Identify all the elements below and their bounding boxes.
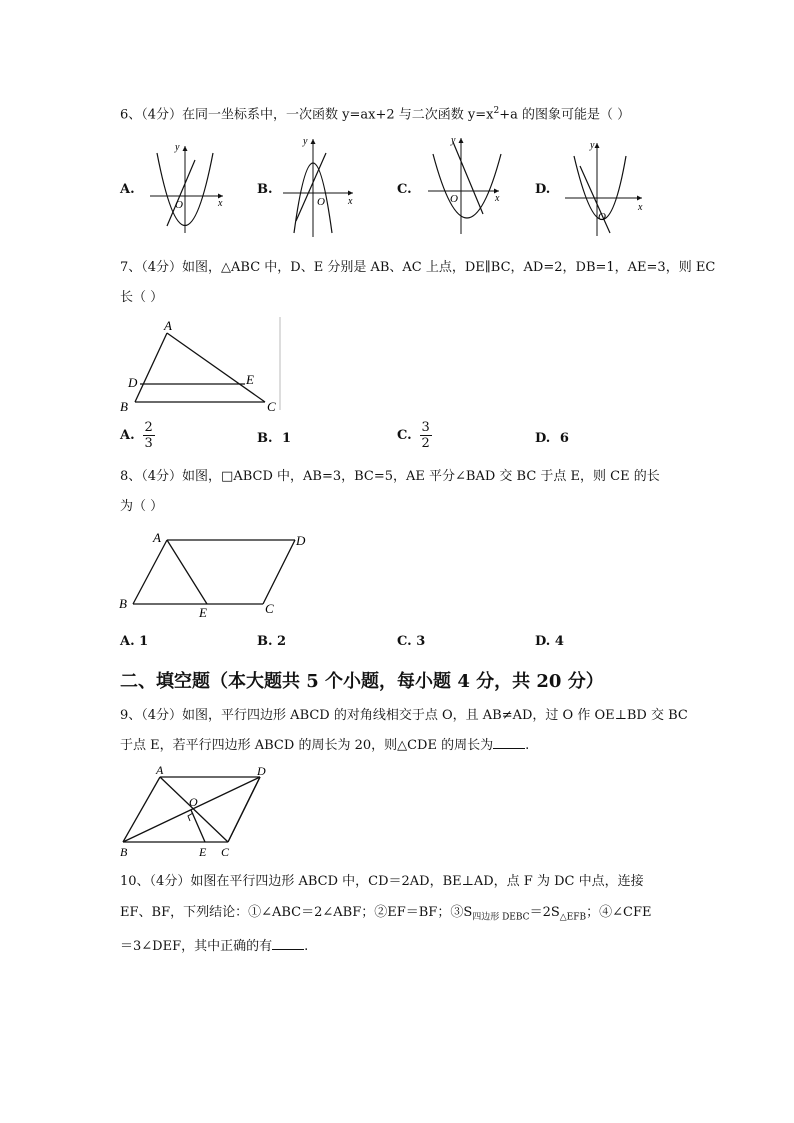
q6b-origin: O: [317, 196, 325, 208]
q6c-axis-x: x: [495, 193, 500, 204]
q8-option-d-letter: D.: [535, 634, 551, 649]
q8-option-b-letter: B.: [257, 634, 273, 649]
q8-option-d-value: 4: [554, 634, 564, 649]
q6-stem-a: 6、（4分）在同一坐标系中，一次函数 y=ax+2 与二次函数 y=x: [120, 107, 494, 123]
q7-option-a[interactable]: [120, 420, 155, 451]
q8-option-b-value: 2: [277, 634, 287, 649]
q6c-axis-y: y: [451, 135, 456, 146]
q7-option-a-den: 3: [144, 436, 153, 451]
q6-graph-c: [425, 132, 505, 237]
q9-stem-line2-text: 于点 E，若平行四边形 ABCD 的周长为 20，则△CDE 的周长为: [120, 738, 494, 753]
q6c-origin: O: [450, 193, 458, 205]
q6a-axis-x: x: [218, 198, 223, 209]
q6b-axis-y: y: [303, 136, 308, 147]
q8-stem-line2: 为（ ）: [120, 499, 164, 514]
q8-label-c: C: [265, 601, 274, 616]
q7-option-a-fraction: [143, 420, 155, 451]
q7-option-a-num: 2: [144, 420, 153, 435]
section-2-title: 二、填空题（本大题共 5 个小题，每小题 4 分，共 20 分）: [120, 671, 604, 692]
q7-option-b-value: 1: [282, 431, 292, 446]
q10-stem-mid: ＝2S: [529, 905, 560, 920]
q8-label-e: E: [199, 605, 207, 620]
q7-option-c-letter: C.: [397, 428, 412, 443]
q6d-axis-y: y: [590, 140, 595, 151]
q7-figure: [115, 315, 285, 415]
q9-answer-blank[interactable]: [493, 736, 525, 749]
q7-stem-line2: 长（ ）: [120, 290, 164, 305]
q7-option-b[interactable]: [257, 431, 291, 446]
q6-stem-sup: 2: [493, 106, 500, 116]
q6-stem-b: +a 的图象可能是（ ）: [499, 107, 631, 123]
q7-option-d-letter: D.: [535, 431, 551, 446]
q7-option-c-num: 3: [421, 420, 430, 435]
q8-label-a: A: [153, 530, 161, 545]
q6d-axis-x: x: [638, 202, 643, 213]
q10-stem-line3-text: ＝3∠DEF，其中正确的有: [120, 939, 273, 954]
q7-option-a-letter: A.: [120, 428, 135, 443]
q8-label-d: D: [296, 533, 306, 548]
q9-label-c: C: [221, 845, 230, 859]
q10-stem-line2-end: ；④∠CFE: [586, 905, 652, 920]
q7-label-b: B: [120, 399, 128, 414]
q10-stem-line1: 10、（4分）如图在平行四边形 ABCD 中，CD＝2AD，BE⊥AD，点 F 为 DC 中点，连接: [120, 874, 644, 889]
q7-label-d: D: [128, 375, 138, 390]
q9-label-a: A: [156, 763, 164, 777]
q8-option-a-letter: A.: [120, 634, 135, 649]
q6a-origin: O: [175, 199, 183, 211]
q10-sub-quadrilateral: 四边形 DEBC: [472, 912, 530, 923]
q10-stem-line2: [120, 903, 651, 928]
q9-label-b: B: [120, 845, 128, 859]
q7-option-d-value: 6: [559, 431, 569, 446]
q10-stem-line3-end: .: [304, 939, 309, 954]
q8-option-b[interactable]: [257, 634, 286, 649]
q9-stem-line1: 9、（4分）如图，平行四边形 ABCD 的对角线相交于点 O，且 AB≠AD，过 O 作 OE⊥BD 交 BC: [120, 708, 688, 723]
q6-option-b-letter[interactable]: B.: [257, 182, 273, 197]
q8-label-b: B: [119, 596, 127, 611]
q9-stem-line2-end: .: [525, 738, 530, 753]
q8-stem-line1: 8、（4分）如图，□ABCD 中，AB=3，BC=5，AE 平分∠BAD 交 BC 于点 E，则 CE 的长: [120, 469, 660, 484]
q10-stem-line3: [120, 937, 308, 957]
q7-label-c: C: [267, 399, 276, 414]
q7-label-a: A: [164, 318, 172, 333]
q6a-axis-y: y: [175, 142, 180, 153]
q6-graph-b: [280, 133, 360, 241]
q6-graph-d: [562, 138, 650, 238]
q7-stem-line1: 7、（4分）如图，△ABC 中，D、E 分别是 AB、AC 上点，DE∥BC，AD=2，DB=1，AE=3，则 EC: [120, 260, 716, 275]
q6-stem: [120, 101, 630, 125]
q9-label-e: E: [199, 845, 207, 859]
q6d-origin: O: [598, 211, 606, 223]
q9-figure: [115, 763, 285, 863]
q8-option-d[interactable]: [535, 634, 564, 649]
q6-option-a-letter[interactable]: A.: [120, 182, 135, 197]
q8-option-c-letter: C.: [397, 634, 412, 649]
q7-option-d[interactable]: [535, 431, 569, 446]
q8-option-a-value: 1: [139, 634, 149, 649]
q7-option-c-den: 2: [421, 436, 430, 451]
q8-option-c-value: 3: [416, 634, 426, 649]
q7-option-c-fraction: [420, 420, 432, 451]
q7-option-b-letter: B.: [257, 431, 273, 446]
q6-graph-a: [145, 138, 230, 238]
q9-stem-line2: [120, 736, 529, 756]
q10-stem-line2-text: EF、BF，下列结论：①∠ABC＝2∠ABF；②EF＝BF；③S: [120, 905, 473, 920]
q7-option-c[interactable]: [397, 420, 432, 451]
q6b-axis-x: x: [348, 196, 353, 207]
q9-label-o: O: [189, 795, 198, 809]
q10-answer-blank[interactable]: [272, 937, 304, 950]
q6-option-d-letter[interactable]: D.: [535, 182, 551, 197]
q9-label-d: D: [257, 764, 266, 778]
q6-option-c-letter[interactable]: C.: [397, 182, 412, 197]
q10-sub-triangle: △EFB: [559, 912, 587, 923]
q8-option-a[interactable]: [120, 634, 148, 649]
q8-figure: [115, 525, 315, 620]
q8-option-c[interactable]: [397, 634, 425, 649]
q7-label-e: E: [246, 372, 254, 387]
